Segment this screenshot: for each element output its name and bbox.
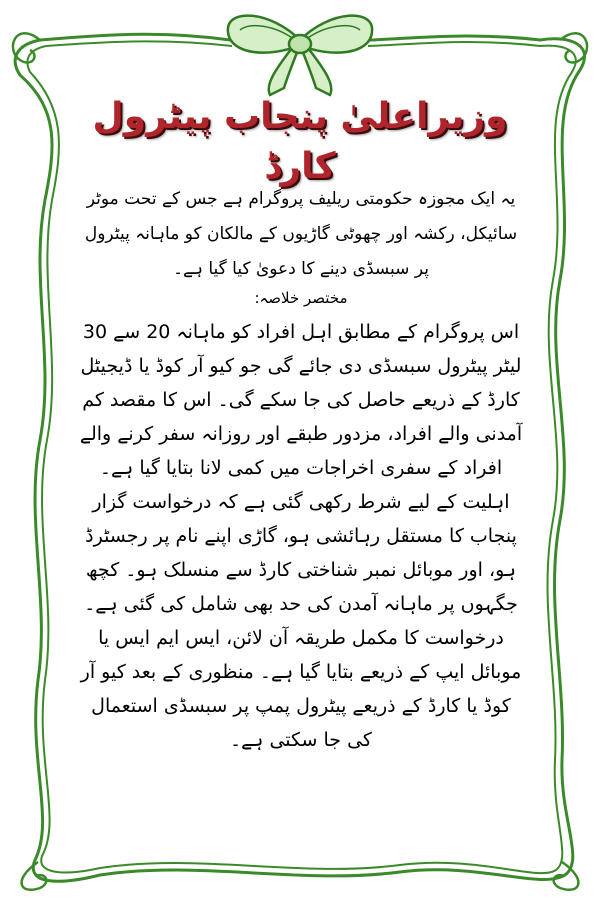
intro-paragraph: [78, 182, 524, 287]
curl-top-left-icon: [13, 33, 40, 62]
summary-heading: مختصر خلاصہ:: [254, 289, 348, 307]
paragraph-eligibility: اہلیت کے لیے شرط رکھی گئی ہے کہ درخواست گزار پنجاب کا مستقل رہائشی ہو، گاڑی اپنے نام پر رجسٹرڈ ہو، اور موبائل نمبر شناختی کارڈ سے منسلک ہو۔ کچھ جگہوں پر ماہانہ آمدن کی حد بھی شامل کی گئی ہے۔: [84, 491, 518, 615]
bow-icon: [228, 16, 372, 95]
paragraph-application: درخواست کا مکمل طریقہ آن لائن، ایس ایم ایس یا موبائل ایپ کے ذریعے بتایا گیا ہے۔ منظوری کے بعد کیو آر کوڈ یا کارڈ کے ذریعے پیٹرول پمپ پر سبسڈی استعمال کی جا سکتی ہے۔: [80, 627, 522, 751]
summary-section: [78, 287, 524, 757]
page-title: وزیراعلیٰ پنجاب پیٹرول کارڈ: [92, 96, 508, 187]
article-body: [78, 182, 524, 757]
paragraph-program: اس پروگرام کے مطابق اہل افراد کو ماہانہ 20 سے 30 لیٹر پیٹرول سبسڈی دی جائے گی جو کیو آر کوڈ یا ڈیجیٹل کارڈ کے ذریعے حاصل کی جا سکے گی۔ اس کا مقصد کم آمدنی والے افراد، مزدور طبقے اور روزانہ سفر کرنے والے افراد کے سفری اخراجات میں کمی لانا بتایا گیا ہے۔: [79, 321, 523, 479]
intro-text: یہ ایک مجوزہ حکومتی ریلیف پروگرام ہے جس کے تحت موٹر سائیکل، رکشہ اور چھوٹی گاڑیوں کے مالکان کو ماہانہ پیٹرول پر سبسڈی دینے کا دعویٰ کیا گیا ہے۔: [84, 189, 518, 279]
